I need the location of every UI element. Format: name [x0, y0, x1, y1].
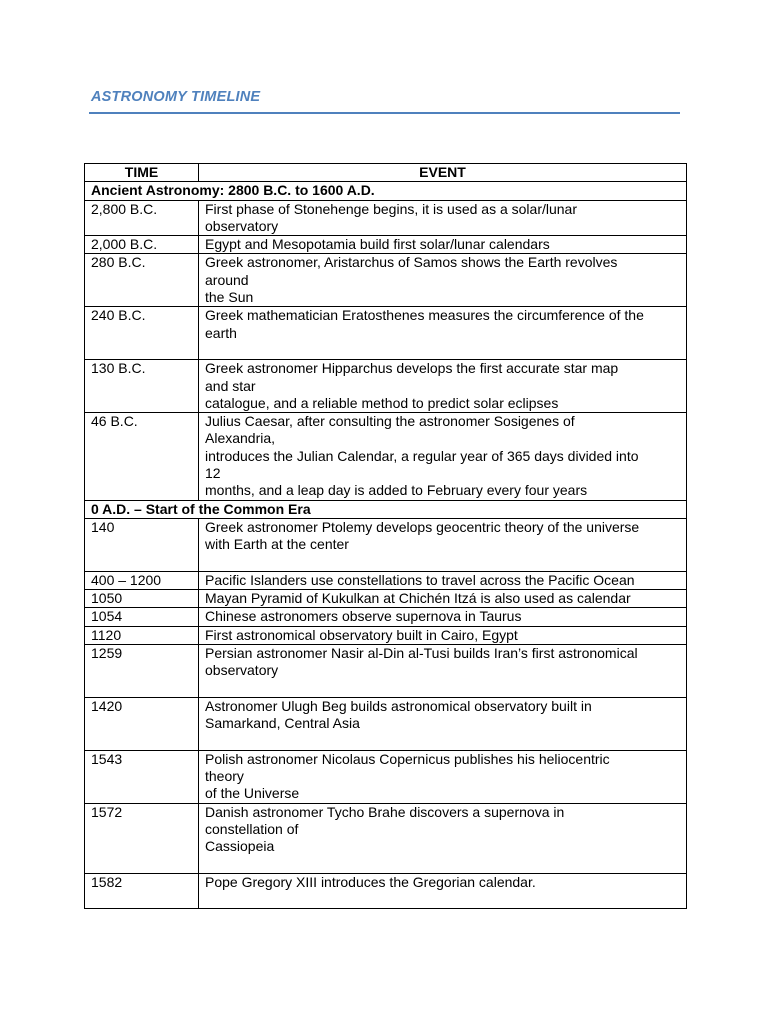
event-line: earth: [205, 324, 237, 341]
time-cell: 1259: [85, 645, 199, 698]
event-line: 12: [205, 465, 221, 482]
time-cell: 46 B.C.: [85, 413, 199, 500]
event-line: [205, 342, 680, 359]
table-row: [85, 413, 687, 500]
event-line: Greek mathematician Eratosthenes measures the circumference of the: [205, 307, 644, 324]
event-line: Astronomer Ulugh Beg builds astronomical observatory built in: [205, 697, 592, 714]
event-line: Greek astronomer Hipparchus develops the first accurate star map: [205, 360, 619, 377]
event-line: Mayan Pyramid of Kukulkan at Chichén Itzá is also used as calendar: [205, 590, 631, 607]
time-cell: 1420: [85, 697, 199, 750]
event-line: theory: [205, 768, 244, 785]
time-cell: 140: [85, 518, 199, 571]
event-line: [205, 891, 680, 908]
table-row: [85, 590, 687, 608]
time-cell: 1054: [85, 608, 199, 626]
event-line: around: [205, 271, 249, 288]
section-row: [85, 500, 687, 518]
event-cell: [199, 803, 687, 873]
title-underline: [89, 112, 680, 114]
header-time: TIME: [85, 164, 199, 182]
table-row: [85, 307, 687, 360]
event-line: the Sun: [205, 289, 254, 306]
event-line: Pope Gregory XIII introduces the Gregorian calendar.: [205, 873, 536, 890]
event-line: Chinese astronomers observe supernova in Taurus: [205, 608, 522, 625]
event-line: observatory: [205, 662, 279, 679]
section-row: [85, 182, 687, 200]
event-line: with Earth at the center: [205, 536, 349, 553]
event-cell: [199, 571, 687, 589]
event-line: [205, 554, 680, 571]
event-cell: [199, 590, 687, 608]
event-line: Persian astronomer Nasir al-Din al-Tusi builds Iran’s first astronomical: [205, 645, 638, 662]
event-cell: [199, 608, 687, 626]
event-cell: [199, 307, 687, 360]
event-line: Greek astronomer Ptolemy develops geocentric theory of the universe: [205, 518, 640, 535]
table-header-row: [85, 164, 687, 182]
event-line: First astronomical observatory built in Cairo, Egypt: [205, 626, 518, 643]
event-line: observatory: [205, 217, 279, 234]
event-cell: [199, 413, 687, 500]
event-line: Julius Caesar, after consulting the astronomer Sosigenes of: [205, 413, 575, 430]
event-line: Danish astronomer Tycho Brahe discovers a supernova in: [205, 803, 565, 820]
table-row: [85, 518, 687, 571]
event-line: introduces the Julian Calendar, a regular year of 365 days divided into: [205, 447, 639, 464]
event-cell: [199, 750, 687, 803]
table-row: [85, 645, 687, 698]
time-cell: 1050: [85, 590, 199, 608]
event-cell: [199, 200, 687, 236]
event-line: Egypt and Mesopotamia build first solar/lunar calendars: [205, 236, 550, 253]
table-row: [85, 608, 687, 626]
time-cell: 2,000 B.C.: [85, 236, 199, 254]
table-row: [85, 873, 687, 909]
table-row: [85, 750, 687, 803]
event-cell: [199, 254, 687, 307]
event-line: catalogue, and a reliable method to predict solar eclipses: [205, 394, 559, 411]
time-cell: 400 – 1200: [85, 571, 199, 589]
event-cell: [199, 626, 687, 644]
event-cell: [199, 645, 687, 698]
event-cell: [199, 360, 687, 413]
time-cell: 1120: [85, 626, 199, 644]
time-cell: 2,800 B.C.: [85, 200, 199, 236]
table-row: [85, 200, 687, 236]
event-line: of the Universe: [205, 785, 300, 802]
event-cell: [199, 236, 687, 254]
table-row: [85, 803, 687, 873]
event-cell: [199, 873, 687, 909]
time-cell: 1582: [85, 873, 199, 909]
event-line: First phase of Stonehenge begins, it is used as a solar/lunar: [205, 200, 577, 217]
event-line: Polish astronomer Nicolaus Copernicus publishes his heliocentric: [205, 750, 610, 767]
time-cell: 130 B.C.: [85, 360, 199, 413]
event-line: [205, 680, 680, 697]
time-cell: 1543: [85, 750, 199, 803]
timeline-table: [84, 163, 687, 909]
event-line: [205, 856, 680, 873]
time-cell: 280 B.C.: [85, 254, 199, 307]
page-title: ASTRONOMY TIMELINE: [91, 89, 261, 105]
table-row: [85, 626, 687, 644]
event-cell: [199, 697, 687, 750]
event-line: Alexandria,: [205, 430, 276, 447]
table-row: [85, 360, 687, 413]
table-row: [85, 571, 687, 589]
table-row: [85, 697, 687, 750]
event-line: constellation of: [205, 820, 299, 837]
header-event: EVENT: [199, 164, 687, 182]
section-label: Ancient Astronomy: 2800 B.C. to 1600 A.D.: [85, 182, 687, 200]
event-cell: [199, 518, 687, 571]
event-line: and star: [205, 377, 256, 394]
event-line: Pacific Islanders use constellations to travel across the Pacific Ocean: [205, 571, 635, 588]
time-cell: 1572: [85, 803, 199, 873]
event-line: Cassiopeia: [205, 838, 275, 855]
event-line: Greek astronomer, Aristarchus of Samos shows the Earth revolves: [205, 254, 618, 271]
event-line: months, and a leap day is added to February every four years: [205, 482, 588, 499]
section-label: 0 A.D. – Start of the Common Era: [85, 500, 687, 518]
table-row: [85, 236, 687, 254]
table-row: [85, 254, 687, 307]
event-line: [205, 733, 680, 750]
event-line: Samarkand, Central Asia: [205, 715, 360, 732]
time-cell: 240 B.C.: [85, 307, 199, 360]
timeline-body: [85, 182, 687, 909]
